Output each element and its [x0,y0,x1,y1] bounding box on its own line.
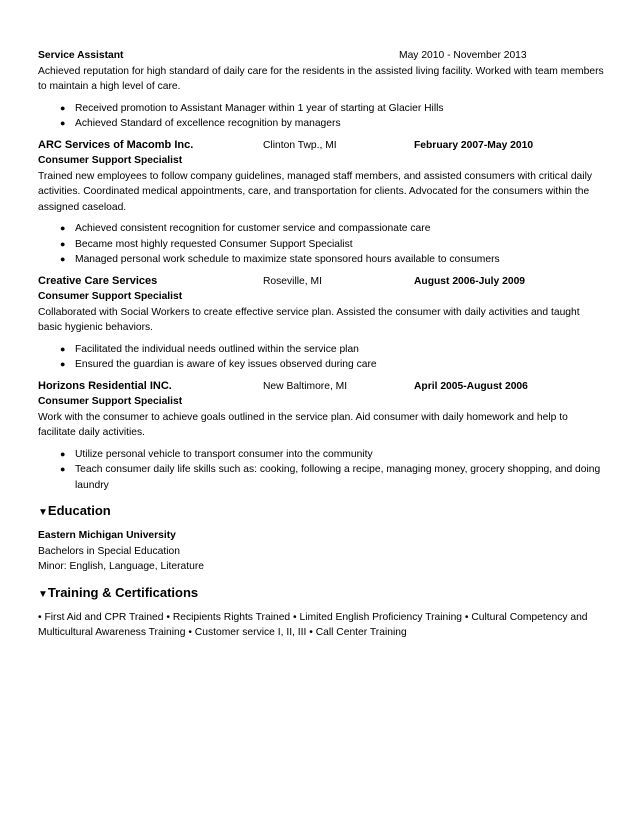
job-location: Clinton Twp., MI [263,139,337,151]
job-bullet-list [38,447,604,494]
list-item: ● Utilize personal vehicle to transport consumer into the community [38,447,604,463]
job-description: Achieved reputation for high standard of daily care for the residents in the assisted living facility. Worked with team members to maintain a high level of care. [38,65,604,92]
list-item: ● Received promotion to Assistant Manager within 1 year of starting at Glacier Hills [38,101,604,117]
bullet-icon: ● [60,464,66,474]
job-header [38,274,604,290]
job-description: Collaborated with Social Workers to create effective service plan. Assisted the consumer with daily activities and taught basic hygienic behaviors. [38,306,580,333]
job-description: Work with the consumer to achieve goals outlined in the service plan. Aid consumer with daily homework and help to facilitate daily activities. [38,411,568,438]
training-heading: ▼Training & Certifications [38,584,199,600]
bullet-icon: ● [60,254,66,264]
job-dates: May 2010 - November 2013 [399,50,527,61]
job-dates: April 2005-August 2006 [414,380,528,392]
bullet-icon: ● [60,359,66,369]
job-title: Service Assistant [38,50,124,61]
bullet-icon: ● [60,238,66,249]
list-item: ● Facilitated the individual needs outlined within the service plan [38,342,604,358]
job-header [38,379,604,395]
education-degree: Bachelors in Special Education [38,545,180,557]
job-bullet-list [38,221,604,268]
job-organization: Horizons Residential INC. [38,379,172,392]
job-role: Consumer Support Specialist [38,396,183,407]
bullet-icon: ● [60,223,66,233]
job-bullet-list [38,342,604,373]
list-item: ● Became most highly requested Consumer Support Specialist [38,237,604,253]
job-description: Trained new employees to follow company guidelines, managed staff members, and assisted consumers with critical daily activities. Coordinated medical appointments, care, and transportation for clients. Advocated for the consumers within the assigned caseload. [38,170,593,213]
job-role: Consumer Support Specialist [38,155,183,166]
list-item: ● Ensured the guardian is aware of key issues observed during care [38,357,604,373]
list-item: ● Managed personal work schedule to maximize state sponsored hours available to consumers [38,252,604,268]
job-organization: ARC Services of Macomb Inc. [38,138,194,151]
triangle-down-icon: ▼ [38,588,48,600]
job-bullet-list [38,101,604,132]
job-header [38,138,604,154]
job-location: New Baltimore, MI [263,380,348,392]
job-dates: February 2007-May 2010 [414,139,534,151]
bullet-icon: ● [60,448,66,459]
bullet-icon: ● [60,343,66,354]
education-heading: ▼Education [38,503,111,518]
education-minor: Minor: English, Language, Literature [38,561,204,572]
list-item: ● Achieved consistent recognition for customer service and compassionate care [38,221,604,237]
job-location: Roseville, MI [263,275,322,287]
training-list: • First Aid and CPR Trained • Recipients Rights Trained • Limited English Proficiency Training • Cultural Competency and Multicultural Awareness Training • Customer service I, II, III • Call Center Training [38,611,588,638]
triangle-down-icon: ▼ [38,507,48,518]
job-dates: August 2006-July 2009 [414,275,526,287]
bullet-icon: ● [60,102,66,113]
job-organization: Creative Care Services [38,274,158,287]
list-item: ● Achieved Standard of excellence recognition by managers [38,116,604,132]
list-item: ● Teach consumer daily life skills such as: cooking, following a recipe, managing money, grocery shopping, and doing laundry [60,464,601,491]
resume-content [38,48,604,641]
education-school: Eastern Michigan University [38,530,176,541]
bullet-icon: ● [60,118,66,128]
job-header [38,48,604,64]
job-role: Consumer Support Specialist [38,291,183,302]
